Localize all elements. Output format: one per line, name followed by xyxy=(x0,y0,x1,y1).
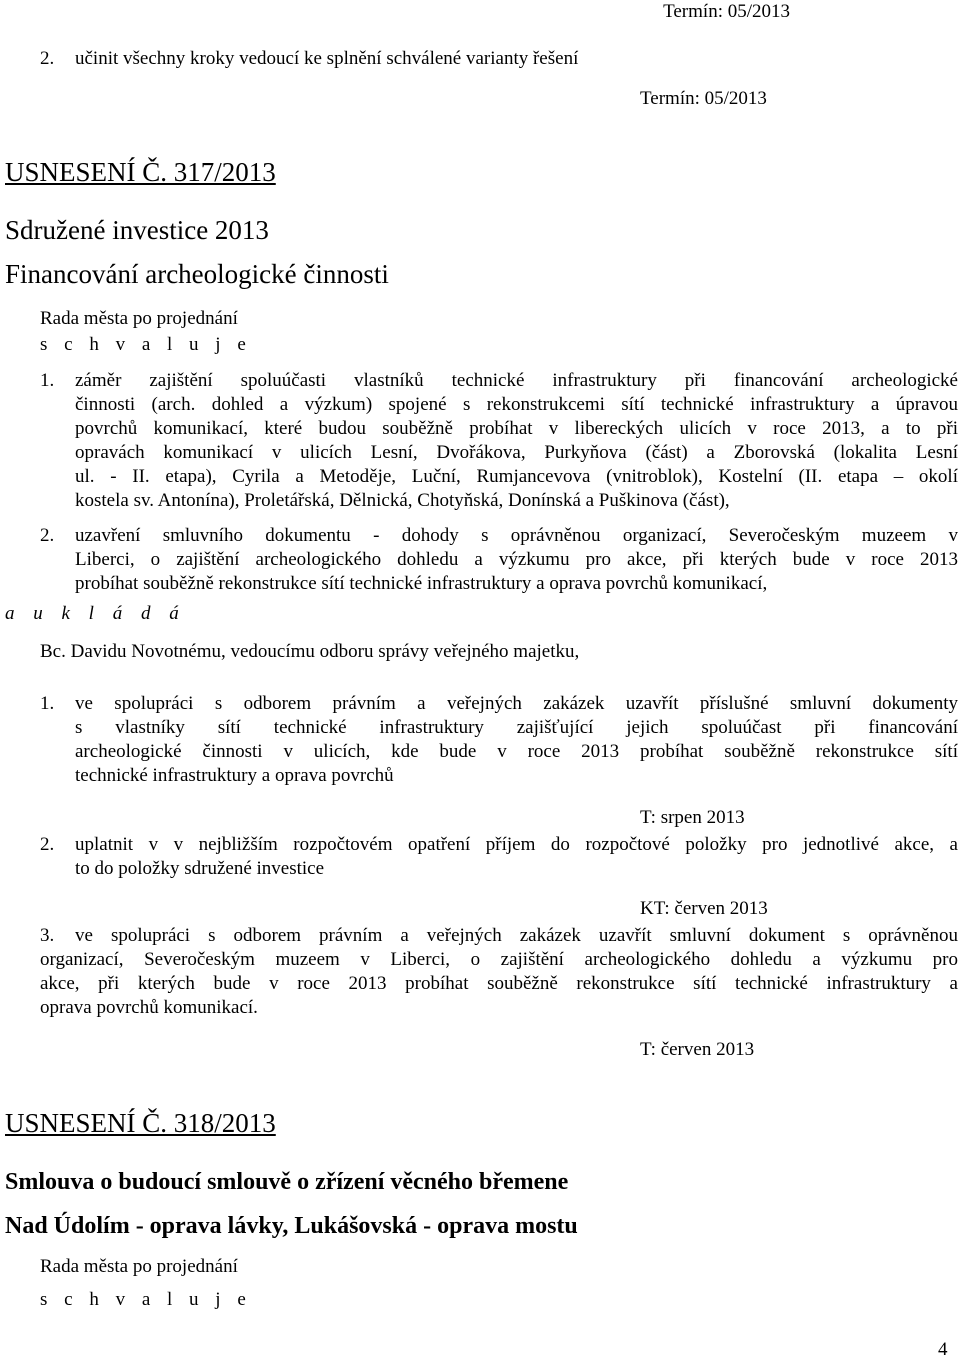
item-line: to do položky sdružené investice xyxy=(75,858,325,879)
item-text xyxy=(75,692,958,788)
item-text xyxy=(75,833,958,881)
deadline: T: srpen 2013 xyxy=(640,807,745,828)
resolution-subtitle: Smlouva o budoucí smlouvě o zřízení věcného břemene xyxy=(5,1169,569,1195)
item-text xyxy=(75,369,958,393)
item-line: činnosti (arch. dohled a výzkum) spojené s rekonstrukcemi sítí technické infrastruktury a úpravou xyxy=(75,394,958,415)
item-line: organizací, Severočeským muzeem v Liberci, o zajištění archeologického dohledu a výzkumu pro xyxy=(40,949,958,970)
item-line: uzavření smluvního dokumentu - dohody s oprávněnou organizací, Severočeským muzeem v xyxy=(75,525,958,546)
approves-heading: s c h v a l u j e xyxy=(40,1289,252,1310)
item-line: s vlastníky sítí technické infrastruktury zajišťující jejich spoluúčast při financování xyxy=(75,717,958,738)
deadline: Termín: 05/2013 xyxy=(640,88,767,109)
item-number: 2. xyxy=(40,525,55,546)
page-number: 4 xyxy=(938,1339,948,1360)
resolution-subtitle: Sdružené investice 2013 xyxy=(5,215,269,245)
item-number: 3. xyxy=(40,925,55,946)
intro-text: Rada města po projednání xyxy=(40,1256,238,1277)
resolution-subtitle: Financování archeologické činnosti xyxy=(5,259,389,289)
item-text xyxy=(75,524,958,596)
deadline: T: červen 2013 xyxy=(640,1039,755,1060)
deadline: KT: červen 2013 xyxy=(640,898,768,919)
approves-heading: s c h v a l u j e xyxy=(40,334,252,355)
item-text xyxy=(75,393,958,513)
item-number: 1. xyxy=(40,370,55,391)
item-line: technické infrastruktury a oprava povrchů xyxy=(75,765,394,786)
resolution-title: USNESENÍ Č. 317/2013 xyxy=(5,157,276,187)
item-line: povrchů komunikací, které budou souběžně probíhat v libereckých ulicích v roce 2013, a to při xyxy=(75,418,958,439)
item-number: 2. xyxy=(40,48,55,69)
item-line: oprava povrchů komunikací. xyxy=(40,997,258,1018)
item-text xyxy=(40,924,958,1020)
item-line: uplatnit v v nejbližším rozpočtovém opatření příjem do rozpočtové položky pro jednotlivé akce, a xyxy=(75,834,958,855)
item-line: ve spolupráci s odborem právním a veřejných zakázek uzavřít příslušné smluvní dokumenty xyxy=(75,693,958,714)
item-line: probíhat souběžně rekonstrukce sítí technické infrastruktury a oprava povrchů komunikací, xyxy=(75,573,768,594)
item-line: Liberci, o zajištění archeologického dohledu a výzkumu pro akce, při kterých bude v roce 2013 xyxy=(75,549,958,570)
item-number: 2. xyxy=(40,834,55,855)
deadline-top: Termín: 05/2013 xyxy=(663,1,790,22)
intro-text: Rada města po projednání xyxy=(40,308,238,329)
item-line: akce, při kterých bude v roce 2013 probíhat souběžně rekonstrukce sítí technické infrastruktury a xyxy=(40,973,958,994)
item-line: záměr zajištění spoluúčasti vlastníků technické infrastruktury při financování archeologické xyxy=(75,370,958,391)
assigns-heading: a u k l á d á xyxy=(5,603,186,624)
item-line: ve spolupráci s odborem právním a veřejných zakázek uzavřít smluvní dokument s oprávněnou xyxy=(75,925,958,946)
item-line: ul. - II. etapa), Cyrila a Metoděje, Luční, Rumjancevova (vnitroblok), Kostelní (II. etapa – okolí xyxy=(75,466,958,487)
resolution-title: USNESENÍ Č. 318/2013 xyxy=(5,1108,276,1138)
item-line: archeologické činnosti v ulicích, kde bude v roce 2013 probíhat souběžně rekonstrukce sítí xyxy=(75,741,958,762)
item-number: 1. xyxy=(40,693,55,714)
item-line: opravách komunikací v ulicích Lesní, Dvořákova, Purkyňova (část) a Zborovská (lokalita Lesní xyxy=(75,442,958,463)
assignee-text: Bc. Davidu Novotnému, vedoucímu odboru správy veřejného majetku, xyxy=(40,641,580,662)
item-line: kostela sv. Antonína), Proletářská, Dělnická, Chotyňská, Donínská a Puškinova (část), xyxy=(75,490,730,511)
item-text: učinit všechny kroky vedoucí ke splnění schválené varianty řešení xyxy=(75,48,579,69)
resolution-subtitle: Nad Údolím - oprava lávky, Lukášovská - oprava mostu xyxy=(5,1213,578,1239)
